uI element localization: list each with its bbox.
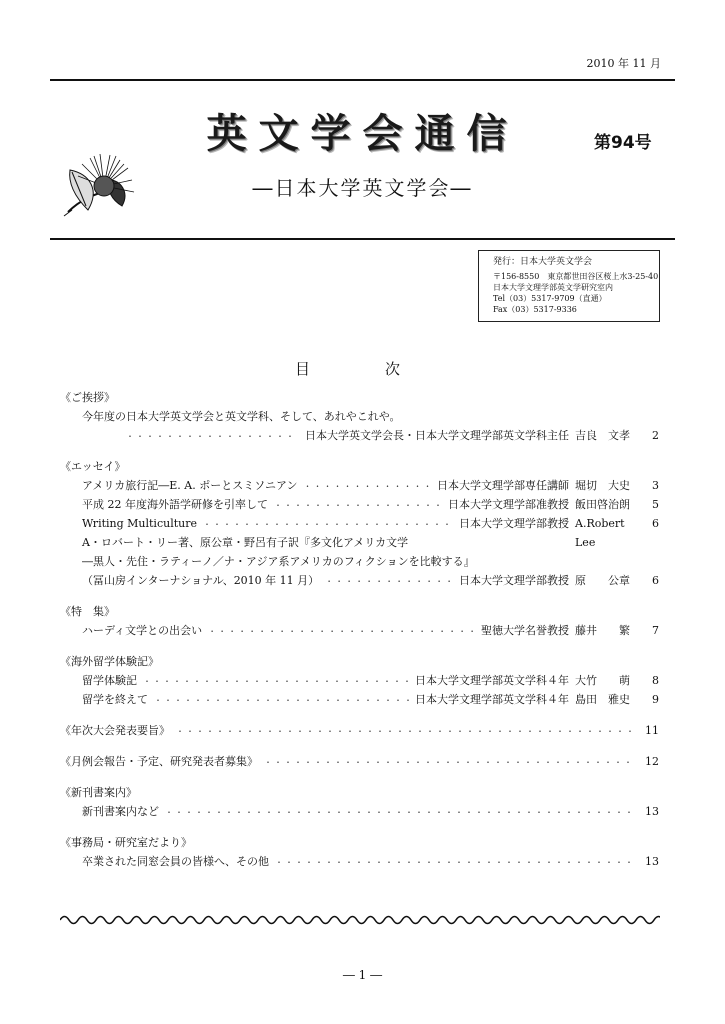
toc-entry-page: 6 (652, 517, 659, 530)
toc-entry-text: 《年次大会発表要旨》 (60, 724, 170, 737)
toc-entry-page: 11 (645, 724, 659, 737)
toc-entry-text: 卒業された同窓会員の皆様へ、その他 (82, 855, 269, 868)
publisher-name: 発行：日本大学英文学会 (493, 257, 593, 267)
toc-entry-page: 9 (652, 693, 659, 706)
toc-entry-author: 大竹 萌 (575, 674, 630, 687)
leader-dots (264, 752, 635, 772)
table-of-contents (60, 388, 659, 871)
toc-entry-page: 5 (652, 498, 659, 511)
toc-entry[interactable] (60, 495, 659, 514)
toc-section-essay (60, 457, 659, 590)
publisher-dept: 日本大学文理学部英文学研究室内 (493, 283, 613, 292)
toc-entry-affiliation: 日本大学文理学部教授 (459, 517, 569, 530)
toc-entry-text: 新刊書案内など (82, 805, 159, 818)
toc-entry[interactable] (60, 802, 659, 821)
toc-section-study-abroad (60, 652, 659, 709)
toc-entry-text: 留学を終えて (82, 693, 148, 706)
leader-dots (154, 690, 409, 710)
leader-dots (208, 621, 475, 641)
toc-entry-affiliation: 日本大学文理学部英文学科４年 (415, 674, 569, 687)
toc-entry-author: 藤井 繁 (575, 624, 630, 637)
toc-entry-page: 2 (652, 429, 659, 442)
toc-entry-page: 8 (652, 674, 659, 687)
issue-number: 第94号 (594, 133, 652, 153)
toc-entry-affiliation: 日本大学文理学部専任講師 (437, 479, 569, 492)
toc-entry-author: A.Robert Lee (575, 517, 625, 549)
header-rule-top (50, 79, 675, 81)
toc-entry-affiliation: 日本大学英文学会長・日本大学文理学部英文学科主任 (305, 429, 569, 442)
toc-entry-page: 6 (652, 574, 659, 587)
toc-entry-annual-meeting[interactable] (60, 721, 659, 740)
toc-entry (60, 552, 659, 571)
toc-entry-text: アメリカ旅行記―E. A. ポーとスミソニアン (82, 479, 298, 492)
issue-date: 2010 年 11 月 (586, 57, 661, 70)
publisher-tel: Tel（03）5317-9709（直通） (493, 294, 607, 303)
newsletter-title: 英文学会通信 (206, 111, 519, 157)
leader-dots (165, 802, 635, 822)
publisher-fax: Fax（03）5317-9336 (493, 305, 577, 314)
toc-entry-text: 平成 22 年度海外語学研修を引率して (82, 498, 268, 511)
publisher-address: 〒156-8550 東京都世田谷区桜上水3-25-40 (493, 272, 659, 281)
leader-dots (274, 495, 442, 515)
toc-entry-author: 島田 雅史 (575, 693, 630, 706)
toc-entry[interactable] (60, 407, 659, 426)
toc-entry-author: 堀切 大史 (575, 479, 630, 492)
toc-section-new-books (60, 783, 659, 821)
toc-entry-author: 飯田啓治朗 (575, 498, 630, 511)
toc-entry-page: 3 (652, 479, 659, 492)
toc-entry-affiliation: 日本大学文理学部准教授 (448, 498, 569, 511)
toc-entry[interactable] (60, 476, 659, 495)
wave-divider-icon (60, 908, 660, 928)
toc-entry-text: 《月例会報告・予定、研究発表者募集》 (60, 755, 258, 768)
toc-section-title: 《新刊書案内》 (60, 786, 137, 799)
publisher-box (478, 250, 660, 322)
toc-entry-text: ハーディ文学との出会い (82, 624, 203, 637)
leader-dots (325, 571, 453, 591)
toc-entry-affiliation: 聖徳大学名誉教授 (481, 624, 569, 637)
toc-entry-page: 7 (652, 624, 659, 637)
toc-entry-page: 13 (645, 805, 659, 818)
page-number: ― 1 ― (342, 968, 383, 982)
toc-entry[interactable] (60, 571, 659, 590)
toc-entry-affiliation: 日本大学文理学部教授 (459, 574, 569, 587)
toc-section-office-news (60, 833, 659, 871)
toc-section-title: 《海外留学体験記》 (60, 655, 159, 668)
toc-entry[interactable] (60, 852, 659, 871)
toc-entry-affiliation: 日本大学文理学部英文学科４年 (415, 693, 569, 706)
toc-entry-page: 12 (645, 755, 659, 768)
toc-heading: 目 次 (294, 360, 430, 378)
leader-dots (126, 426, 299, 446)
leader-dots (304, 476, 431, 496)
leader-dots (176, 721, 635, 741)
toc-section-title: 《事務局・研究室だより》 (60, 836, 192, 849)
newsletter-subtitle: ―日本大学英文学会― (252, 176, 473, 200)
leader-dots (143, 671, 409, 691)
toc-entry-author: 原 公章 (575, 574, 630, 587)
toc-entry-text: ―黒人・先住・ラティーノ／ナ・アジア系アメリカのフィクションを比較する』 (82, 555, 475, 568)
toc-section-feature (60, 602, 659, 640)
leader-dots (203, 514, 453, 534)
toc-entry[interactable] (60, 621, 659, 640)
leader-dots (275, 852, 635, 872)
header-rule-bottom (50, 238, 675, 240)
toc-entry-text: 今年度の日本大学英文学会と英文学科、そして、あれやこれや。 (82, 410, 401, 423)
toc-section-title: 《ご挨拶》 (60, 391, 115, 404)
toc-section-title: 《エッセイ》 (60, 460, 126, 473)
toc-entry[interactable] (60, 426, 659, 445)
toc-entry-author: 吉良 文孝 (575, 429, 630, 442)
toc-entry[interactable] (60, 671, 659, 690)
toc-entry-monthly-meeting[interactable] (60, 752, 659, 771)
toc-section-title: 《特 集》 (60, 605, 115, 618)
toc-entry-text: （冨山房インターナショナル、2010 年 11 月） (82, 574, 320, 587)
toc-entry-text: A・ロバート・リー著、原公章・野呂有子訳『多文化アメリカ文学 (82, 536, 409, 549)
toc-entry[interactable] (60, 690, 659, 709)
toc-entry-page: 13 (645, 855, 659, 868)
toc-entry-text: Writing Multiculture (82, 517, 197, 530)
toc-section-greeting (60, 388, 659, 445)
toc-entry-text: 留学体験記 (82, 674, 137, 687)
